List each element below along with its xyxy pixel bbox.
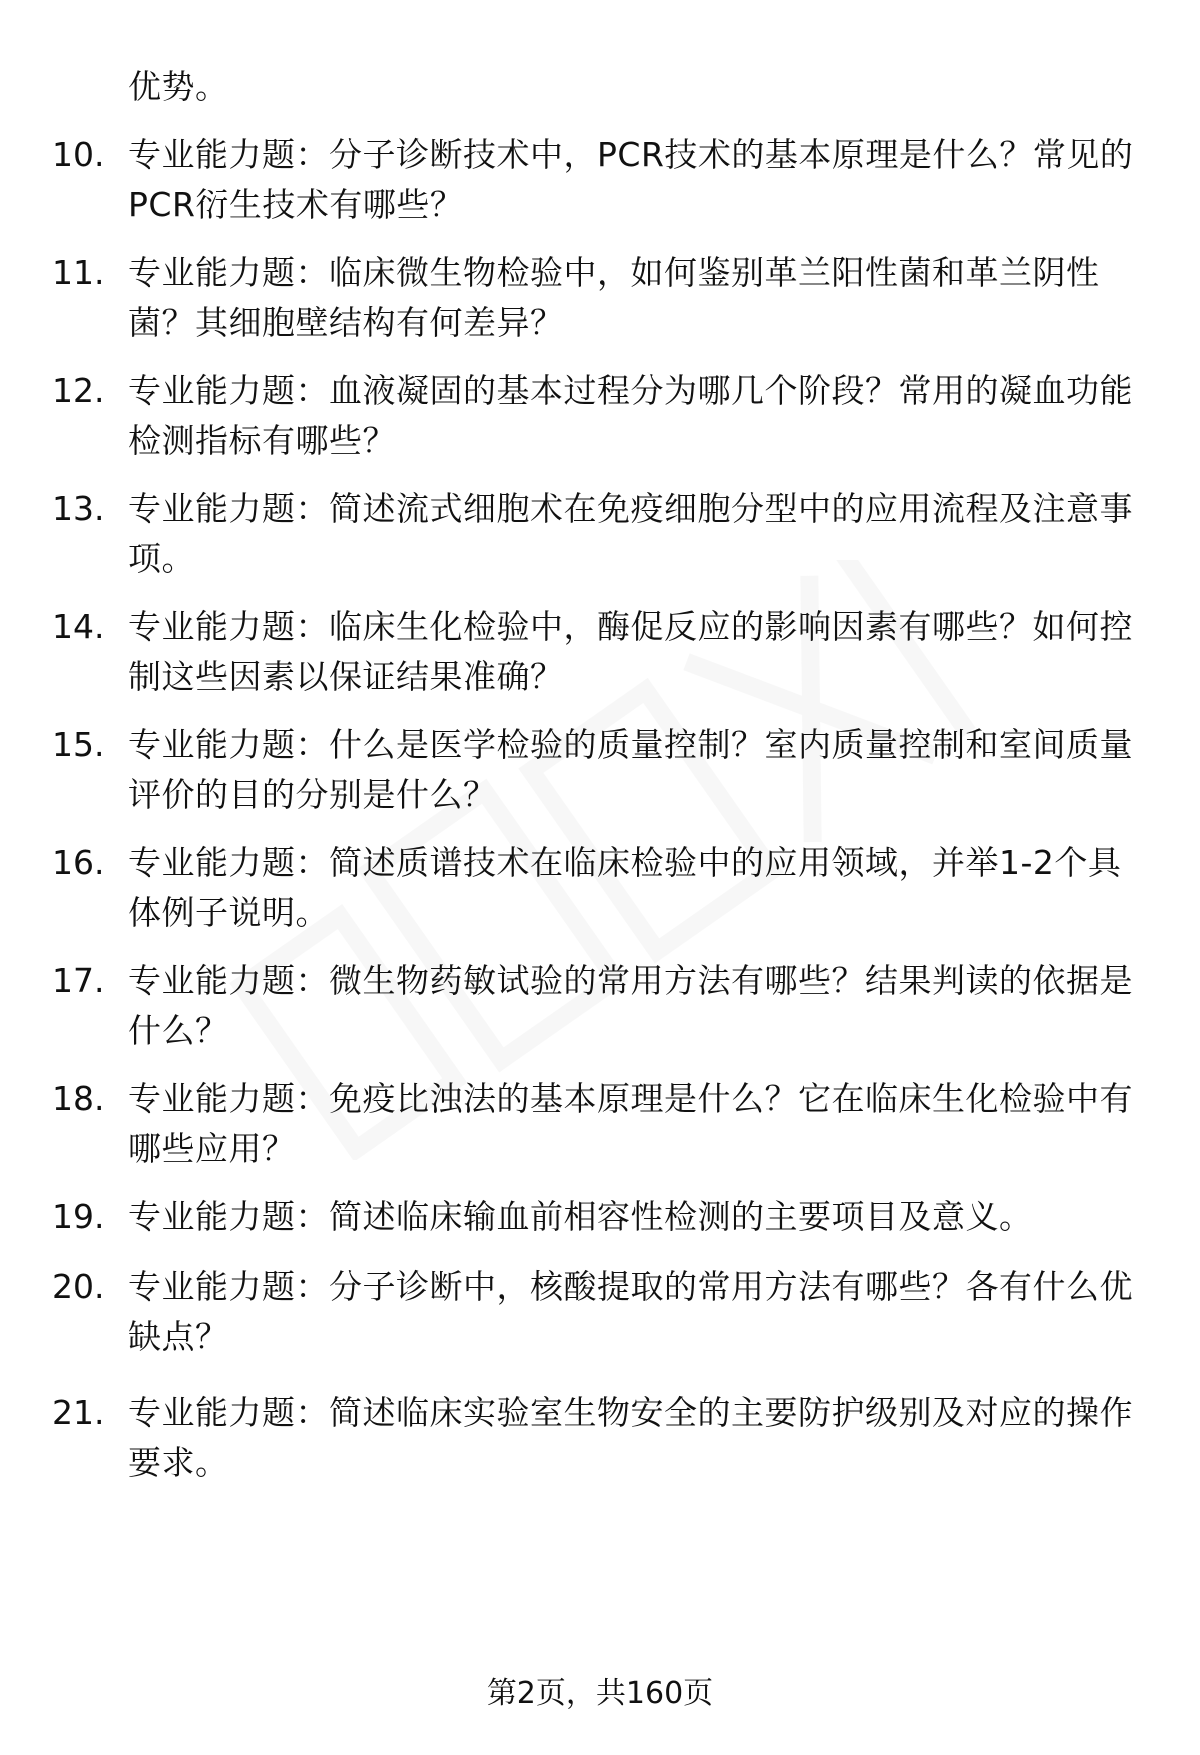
continued-answer-text: 优势。	[128, 67, 229, 106]
question-text: 专业能力题：简述临床输血前相容性检测的主要项目及意义。	[128, 1197, 1033, 1236]
question-number: 11.	[52, 253, 105, 292]
page-footer: 第2页，共160页	[486, 1676, 714, 1711]
question-text: 专业能力题：简述流式细胞术在免疫细胞分型中的应用流程及注意事项。	[128, 489, 1133, 578]
question-number: 13.	[52, 489, 105, 528]
question-text: 专业能力题：临床生化检验中，酶促反应的影响因素有哪些？如何控制这些因素以保证结果准确？	[128, 607, 1133, 696]
question-text: 专业能力题：分子诊断中，核酸提取的常用方法有哪些？各有什么优缺点？	[128, 1267, 1133, 1356]
question-text: 专业能力题：简述临床实验室生物安全的主要防护级别及对应的操作要求。	[128, 1393, 1133, 1482]
question-text: 专业能力题：免疫比浊法的基本原理是什么？它在临床生化检验中有哪些应用？	[128, 1079, 1133, 1168]
question-text: 专业能力题：分子诊断技术中，PCR技术的基本原理是什么？常见的PCR衍生技术有哪些？	[128, 135, 1134, 224]
question-number: 10.	[52, 135, 105, 174]
question-text: 专业能力题：微生物药敏试验的常用方法有哪些？结果判读的依据是什么？	[128, 961, 1133, 1050]
question-number: 12.	[52, 371, 105, 410]
question-number: 17.	[52, 961, 105, 1000]
question-number: 15.	[52, 725, 105, 764]
question-text: 专业能力题：简述质谱技术在临床检验中的应用领域，并举1-2个具体例子说明。	[128, 843, 1122, 932]
question-number: 21.	[52, 1393, 105, 1432]
question-text: 专业能力题：什么是医学检验的质量控制？室内质量控制和室间质量评价的目的分别是什么？	[128, 725, 1133, 814]
question-number: 18.	[52, 1079, 105, 1118]
question-number: 16.	[52, 843, 105, 882]
question-number: 14.	[52, 607, 105, 646]
question-number: 19.	[52, 1197, 105, 1236]
question-text: 专业能力题：血液凝固的基本过程分为哪几个阶段？常用的凝血功能检测指标有哪些？	[128, 371, 1133, 460]
question-text: 专业能力题：临床微生物检验中，如何鉴别革兰阳性菌和革兰阴性菌？其细胞壁结构有何差异？	[128, 253, 1100, 342]
question-number: 20.	[52, 1267, 105, 1306]
